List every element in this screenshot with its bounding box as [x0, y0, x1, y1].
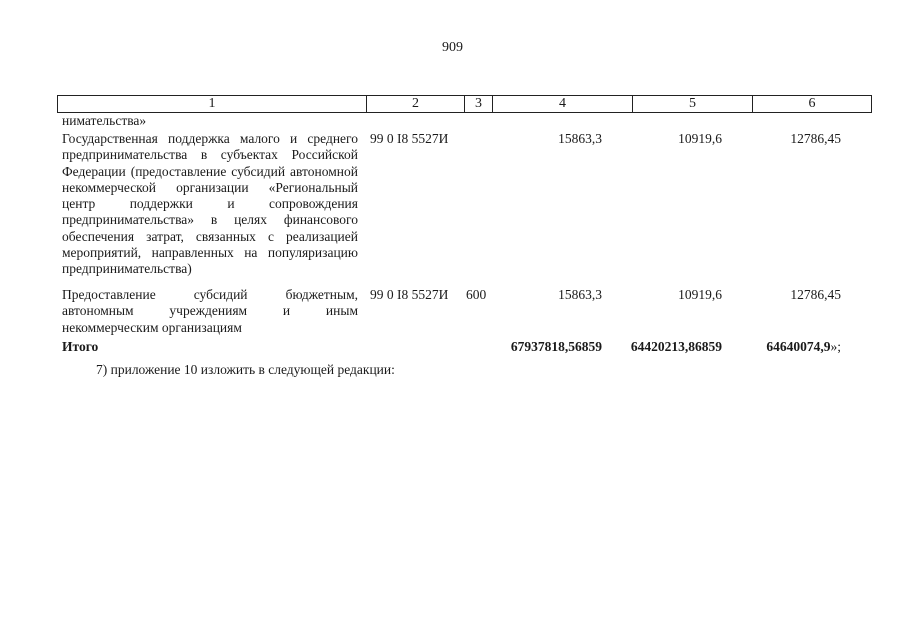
total-year3	[766, 339, 841, 355]
column-header-5: 5	[633, 96, 753, 113]
total-label: Итого	[62, 339, 99, 354]
row-2-year3: 12786,45	[790, 287, 841, 302]
row-1-description: Государственная поддержка малого и среднего предпринимательства в субъектах Российской Федерации (предоставление субсидий автономной некоммерческой организации «Региональный центр поддержки и сопровождения предпринимательства» в целях финансового обеспечения затрат, связанных с реализацией мероприятий, направленных на популяризацию предпринимательства)	[62, 131, 358, 277]
total-year2: 64420213,86859	[630, 339, 722, 354]
row-2-year1: 15863,3	[558, 287, 602, 302]
page-number: 909	[442, 40, 463, 55]
column-header-6: 6	[753, 96, 872, 113]
column-header-1: 1	[58, 96, 367, 113]
column-header-4: 4	[493, 96, 633, 113]
total-year1: 67937818,56859	[510, 339, 602, 354]
continuation-text: нимательства»	[62, 113, 147, 128]
row-2-code: 99 0 I8 5527И	[370, 287, 449, 302]
row-1-year2: 10919,6	[678, 131, 722, 146]
total-year3-value: 64640074,9	[766, 339, 831, 354]
row-2-year2: 10919,6	[678, 287, 722, 302]
row-2-description: Предоставление субсидий бюджетным, автономным учреждениям и иным некоммерческим организациям	[62, 287, 358, 335]
total-year3-suffix: »;	[830, 339, 841, 354]
following-paragraph: 7) приложение 10 изложить в следующей редакции:	[96, 362, 395, 377]
row-1-year1: 15863,3	[558, 131, 602, 146]
column-header-2: 2	[367, 96, 465, 113]
row-1-code: 99 0 I8 5527И	[370, 131, 449, 146]
column-header-3: 3	[465, 96, 493, 113]
row-2-vr: 600	[466, 287, 487, 302]
table-header	[57, 95, 872, 113]
row-1-year3: 12786,45	[790, 131, 841, 146]
